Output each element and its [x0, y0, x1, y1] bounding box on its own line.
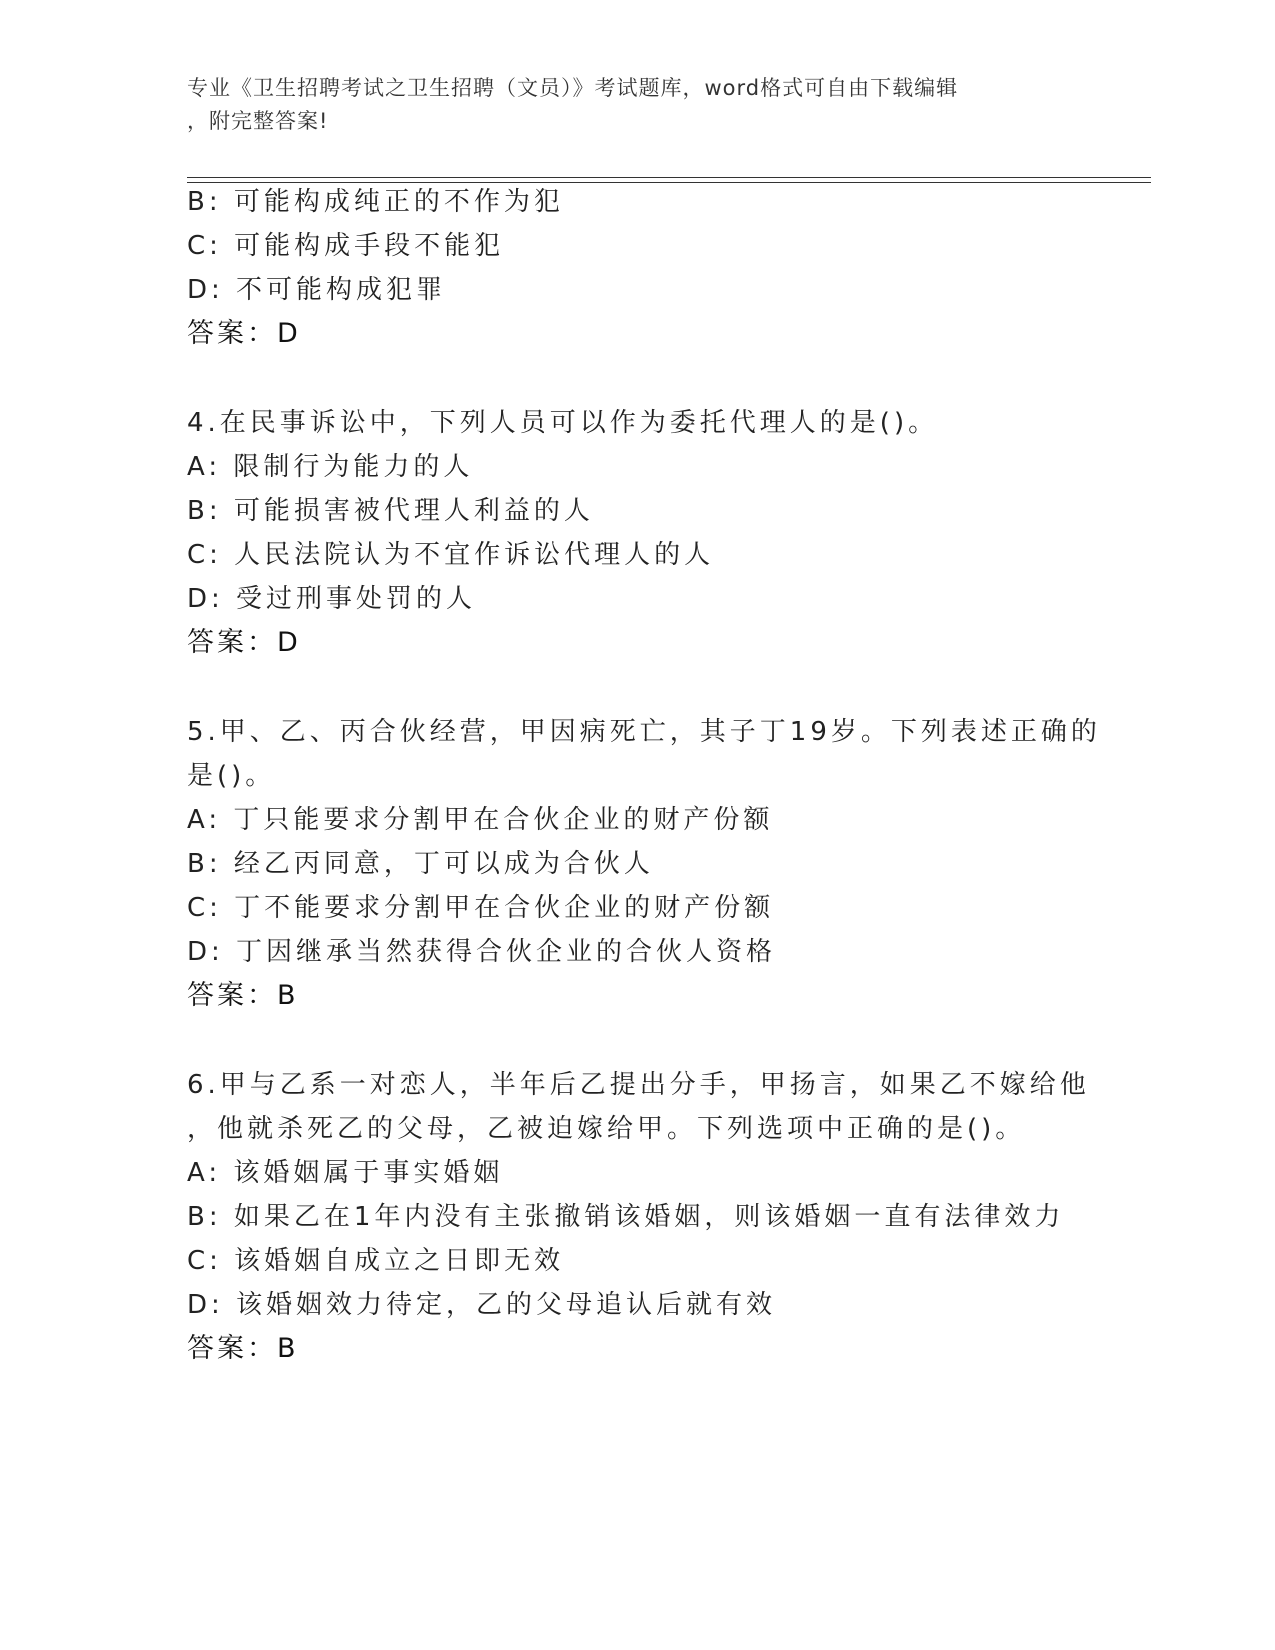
q6-answer: 答案：B: [187, 1333, 299, 1364]
q6-option-a: A: 该婚姻属于事实婚姻: [187, 1158, 504, 1188]
q5-stem-line-1: 5.甲、乙、丙合伙经营，甲因病死亡，其子丁19岁。下列表述正确的: [187, 717, 1101, 747]
q6-stem-line-2: ，他就杀死乙的父母，乙被迫嫁给甲。下列选项中正确的是()。: [187, 1114, 1026, 1144]
q5-stem-line-2: 是()。: [187, 761, 276, 791]
header-line-1: 专业《卫生招聘考试之卫生招聘（文员）》考试题库，word格式可自由下载编辑: [187, 76, 959, 100]
header-rule-top: [187, 177, 1151, 178]
q4-option-b: B: 可能损害被代理人利益的人: [187, 496, 594, 526]
q3-answer: 答案：D: [187, 318, 301, 349]
q5-answer: 答案：B: [187, 980, 299, 1011]
q4-option-d: D: 受过刑事处罚的人: [187, 584, 477, 614]
q5-option-c: C: 丁不能要求分割甲在合伙企业的财产份额: [187, 893, 775, 923]
q5-option-b: B: 经乙丙同意，丁可以成为合伙人: [187, 849, 654, 879]
q4-answer: 答案：D: [187, 627, 301, 658]
q6-option-d: D: 该婚姻效力待定，乙的父母追认后就有效: [187, 1290, 777, 1320]
q4-option-a: A: 限制行为能力的人: [187, 452, 474, 482]
q4-option-c: C: 人民法院认为不宜作诉讼代理人的人: [187, 540, 715, 570]
q3-option-b: B: 可能构成纯正的不作为犯: [187, 187, 564, 217]
q5-option-a: A: 丁只能要求分割甲在合伙企业的财产份额: [187, 805, 774, 835]
q3-option-d: D: 不可能构成犯罪: [187, 275, 447, 305]
document-header: [187, 72, 1067, 138]
q5-option-d: D: 丁因继承当然获得合伙企业的合伙人资格: [187, 937, 777, 967]
q4-stem: 4.在民事诉讼中，下列人员可以作为委托代理人的是()。: [187, 408, 939, 438]
q6-option-c: C: 该婚姻自成立之日即无效: [187, 1246, 565, 1276]
header-line-2: ，附完整答案!: [187, 109, 329, 133]
q3-option-c: C: 可能构成手段不能犯: [187, 231, 505, 261]
q6-stem-line-1: 6.甲与乙系一对恋人，半年后乙提出分手，甲扬言，如果乙不嫁给他: [187, 1070, 1090, 1100]
q6-option-b: B: 如果乙在1年内没有主张撤销该婚姻，则该婚姻一直有法律效力: [187, 1202, 1065, 1232]
